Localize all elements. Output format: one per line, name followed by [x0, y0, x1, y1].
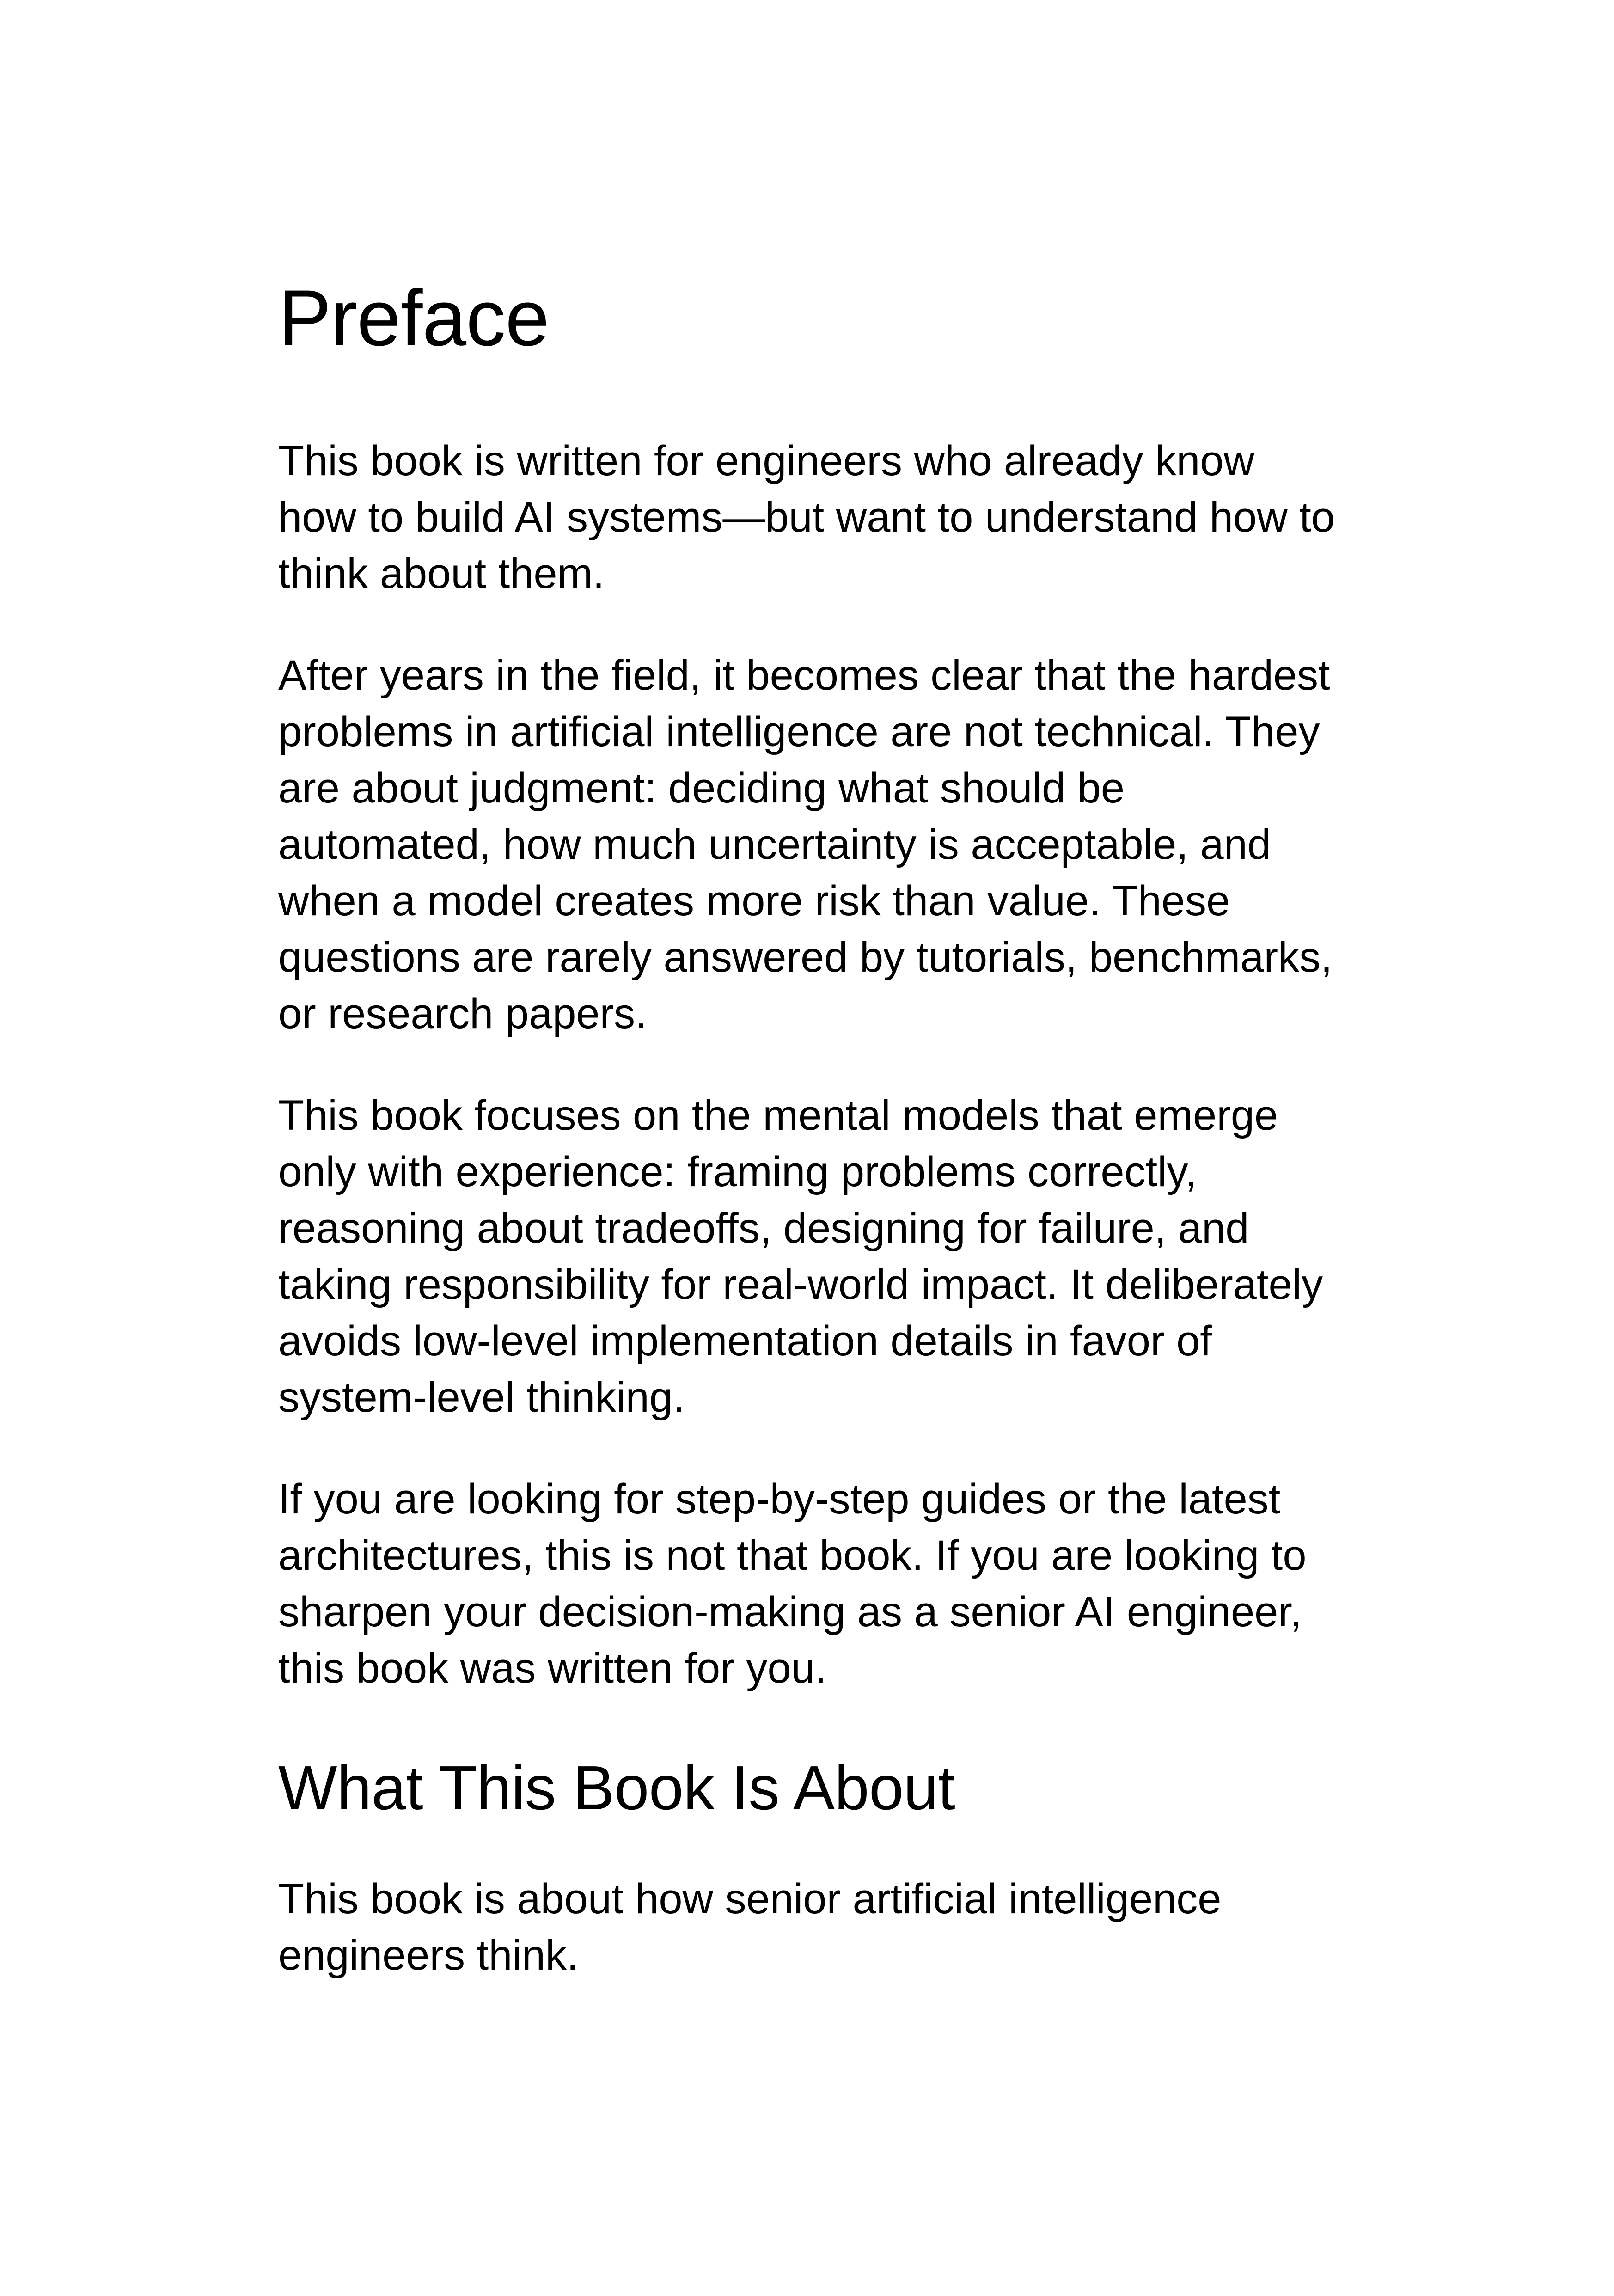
chapter-title: Preface [278, 274, 549, 362]
page-content [278, 273, 1341, 1984]
paragraph: This book is written for engineers who already know how to build AI systems—but want to understand how to think about them. [278, 437, 1335, 597]
section-heading: What This Book Is About [278, 1752, 955, 1823]
paragraph: This book is about how senior artificial intelligence engineers think. [278, 1875, 1222, 1979]
paragraph: After years in the field, it becomes clear that the hardest problems in artificial intelligence are not technical. They are about judgment: deciding what should be automated, how much uncertainty is acceptable, and when a model creates more risk than value. These questions are rarely answered by tutorials, benchmarks, or research papers. [278, 651, 1333, 1037]
paragraph: This book focuses on the mental models that emerge only with experience: framing problems correctly, reasoning about tradeoffs, designing for failure, and taking responsibility for real-world impact. It deliberately avoids low-level implementation details in favor of system-level thinking. [278, 1091, 1323, 1421]
paragraph: If you are looking for step-by-step guides or the latest architectures, this is not that book. If you are looking to sharpen your decision-making as a senior AI engineer, this book was written for you. [278, 1475, 1307, 1692]
